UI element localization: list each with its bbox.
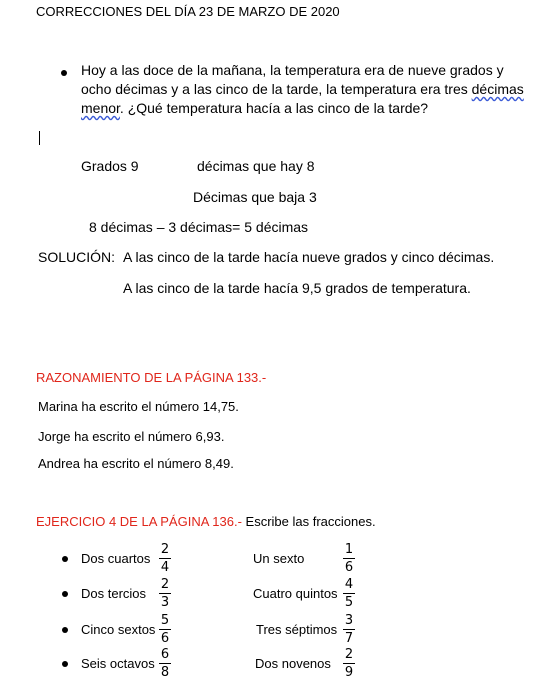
page-title: CORRECCIONES DEL DÍA 23 DE MARZO DE 2020 [36,4,340,19]
grados-value: Grados 9 [81,158,139,174]
fraction: 2 3 [160,577,170,610]
fraction: 2 9 [344,647,354,680]
solution-line-2: A las cinco de la tarde hacía 9,5 grados de temperatura. [123,280,471,296]
decimas-baja-value: Décimas que baja 3 [193,189,317,205]
reasoning-heading: RAZONAMIENTO DE LA PÁGINA 133.- [36,370,267,385]
bullet-icon [62,627,68,633]
exercise-heading: EJERCICIO 4 DE LA PÁGINA 136.- Escribe las fracciones. [36,514,376,529]
reasoning-item: Andrea ha escrito el número 8,49. [38,456,234,471]
bullet-icon [62,661,68,667]
problem-line-2: ocho décimas y a las cinco de la tarde, la temperatura era tres décimas [81,81,524,97]
solution-line-1: A las cinco de la tarde hacía nueve grados y cinco décimas. [123,249,495,265]
spellcheck-word-menor: menor [81,100,120,116]
fraction-label: Dos cuartos [81,551,151,566]
bullet-icon [61,70,67,76]
fraction: 3 7 [344,613,354,646]
bullet-icon [62,591,68,597]
fraction: 2 4 [160,542,170,575]
fraction-label: Dos tercios [81,586,147,601]
fraction: 4 5 [344,577,354,610]
bullet-icon [62,556,68,562]
fraction-label: Seis octavos [81,656,155,671]
fraction: 5 6 [160,613,170,646]
spellcheck-word-decimas: décimas [471,81,524,97]
fraction: 6 8 [160,647,170,680]
fraction-label: Dos novenos [255,656,331,671]
subtraction-line: 8 décimas – 3 décimas= 5 décimas [89,219,309,235]
fraction-label: Cinco sextos [81,622,156,637]
fraction: 1 6 [344,542,354,575]
reasoning-item: Marina ha escrito el número 14,75. [38,399,239,414]
problem-line-1: Hoy a las doce de la mañana, la temperatura era de nueve grados y [81,62,504,78]
fraction-label: Un sexto [253,551,305,566]
fraction-label: Tres séptimos [256,622,338,637]
problem-line-3: menor. ¿Qué temperatura hacía a las cinco de la tarde? [81,100,429,116]
decimas-hay-value: décimas que hay 8 [197,158,315,174]
reasoning-item: Jorge ha escrito el número 6,93. [38,429,225,444]
fraction-label: Cuatro quintos [253,586,338,601]
text-cursor[interactable] [39,131,40,145]
solution-label: SOLUCIÓN: [38,249,116,265]
